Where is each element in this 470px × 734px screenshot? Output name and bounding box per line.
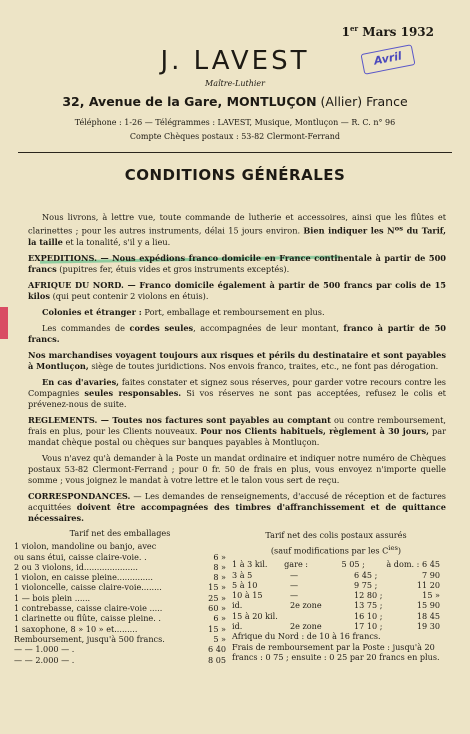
postal-rate-price: 17 10 ;	[354, 621, 383, 632]
packaging-item-price: 5 »	[213, 633, 226, 644]
postal-rate-type: gare :	[284, 559, 309, 570]
postal-rate-dom: 19 30	[416, 621, 440, 632]
packaging-item-label: 1 clarinette ou flûte, caisse pleine. .	[14, 613, 161, 624]
postal-rate-type: 2e zone	[290, 600, 322, 611]
conditions-body	[28, 212, 446, 529]
postal-rate-price: 9 75 ;	[354, 579, 378, 590]
cod-fees-note: Frais de remboursement par la Poste : jusqu'à 20 francs : 0 75 ; ensuite : 0 25 par 20 francs en plus.	[232, 641, 440, 662]
packaging-rates-table	[14, 528, 226, 665]
packaging-title: Tarif net des emballages	[69, 528, 171, 538]
packaging-item-label: ou sans étui, caisse claire-voie. .	[14, 551, 147, 562]
table-row	[14, 562, 226, 572]
table-row	[232, 590, 440, 600]
table-row	[232, 570, 440, 580]
postal-rate-weight: 3 à 5	[232, 569, 253, 580]
packaging-item-price: 15 »	[208, 582, 226, 593]
postal-rate-type: —	[290, 579, 299, 590]
table-row	[14, 582, 226, 592]
paragraph-postal-order: Vous n'avez qu'à demander à la Poste un mandat ordinaire et indiquer notre numéro de Chèques postaux 53-82 Clermont-Ferrand ; pour 0 fr. 50 de frais en plus, vous envoyez n'importe quelle somme ; vous joignez le mandat à votre lettre et le talon vous sert de reçu.	[28, 452, 446, 485]
packaging-item-price: 60 »	[208, 603, 226, 614]
packaging-item-label: 1 violon, mandoline ou banjo, avec	[14, 541, 157, 552]
packaging-item-price: 6 »	[213, 551, 226, 562]
table-row	[14, 593, 226, 603]
table-row	[232, 580, 440, 590]
company-address: 32, Avenue de la Gare, MONTLUÇON (Allier) France	[62, 94, 408, 109]
packaging-item-price: 6 40	[207, 644, 226, 655]
packaging-item-price: 25 »	[208, 592, 226, 603]
packaging-item-price: 6 »	[213, 613, 226, 624]
table-row	[14, 655, 226, 665]
paragraph-correspondence: CORRESPONDANCES. — Les demandes de renseignements, d'accusé de réception et de factures acquittées doivent être accompagnées des timbres d'affranchissement et de quittance nécessaires.	[28, 490, 447, 523]
table-row	[14, 644, 226, 654]
packaging-item-label: 1 violoncelle, caisse claire-voie........	[14, 582, 162, 593]
postal-rate-weight: 10 à 15	[232, 590, 263, 601]
postal-rate-price: 16 10 ;	[354, 610, 383, 621]
packaging-item-label: 2 ou 3 violons, id.....................	[14, 561, 138, 572]
paragraph-colonies: Colonies et étranger : Port, emballage et remboursement en plus.	[42, 306, 325, 317]
packaging-item-label: 1 contrebasse, caisse claire-voie .....	[14, 603, 163, 614]
red-margin-mark	[0, 307, 8, 339]
packaging-item-price: 8 »	[213, 572, 226, 583]
postal-rate-price: 13 75 ;	[354, 600, 383, 611]
table-row	[232, 559, 440, 569]
header-divider	[18, 152, 452, 153]
table-row	[14, 572, 226, 582]
postal-rate-weight: id.	[232, 600, 243, 611]
paragraph-north-africa: AFRIQUE DU NORD. — Franco domicile également à partir de 500 francs par colis de 15 kilos (qui peut contenir 2 violons en étuis).	[28, 279, 446, 301]
postal-rate-dom: 7 90	[421, 569, 440, 580]
postal-rate-type	[290, 611, 354, 621]
packaging-item-price: 8 05	[207, 654, 226, 665]
postal-rate-dom: à dom. : 6 45	[386, 559, 440, 570]
postal-rate-dom: 18 45	[416, 610, 440, 621]
postal-rate-price: 6 45 ;	[354, 569, 378, 580]
table-row	[14, 552, 226, 562]
table-row	[232, 621, 440, 631]
packaging-item-price: 15 »	[208, 623, 226, 634]
postal-rate-weight: 15 à 20 kil.	[232, 610, 278, 621]
paragraph-expeditions: EXPEDITIONS. — Nous expédions franco domicile en France continentale à partir de 500 francs (pupitres fer, étuis vides et gros instruments exceptés).	[28, 252, 446, 274]
postal-rate-type: 2e zone	[290, 621, 322, 632]
company-profession: Maître-Luthier	[205, 79, 265, 88]
received-stamp: Avril	[360, 44, 415, 75]
packaging-item-label: — — 1.000 — .	[14, 644, 75, 655]
postal-rate-type: —	[290, 590, 299, 601]
packaging-item-label: 1 — bois plein ......	[14, 592, 91, 603]
table-row	[14, 603, 226, 613]
paragraph-strings: Les commandes de cordes seules, accompagnées de leur montant, franco à partir de 50 francs.	[28, 322, 446, 344]
postal-account-line: Compte Chèques postaux : 53-82 Clermont-Ferrand	[129, 132, 341, 141]
postal-rate-dom: 15 90	[416, 600, 440, 611]
packaging-item-label: 1 violon, en caisse pleine..............	[14, 572, 153, 583]
packaging-item-label: — — 2.000 — .	[14, 654, 75, 665]
packaging-item-label: Remboursement, jusqu'à 500 francs.	[14, 633, 165, 644]
company-name: J. LAVEST	[160, 46, 310, 76]
postal-rate-dom: 15 »	[422, 590, 440, 601]
table-row	[232, 600, 440, 610]
postal-rates-table	[232, 530, 440, 662]
contact-line: Téléphone : 1-26 — Télégrammes : LAVEST, Musique, Montluçon — R. C. n° 96	[74, 118, 396, 127]
postal-rate-weight: 5 à 10	[232, 579, 258, 590]
paragraph-risks: Nos marchandises voyagent toujours aux risques et périls du destinataire et sont payables à Montluçon, siège de toutes juridictions. Nos envois franco, traites, etc., ne font pas dérogation.	[28, 349, 446, 371]
postal-rates-subtitle: (sauf modifications par les $C^{ies}$)	[270, 544, 402, 556]
postal-rate-weight: id.	[232, 621, 243, 632]
table-row	[14, 624, 226, 634]
table-row	[14, 541, 226, 551]
paragraph-payments: REGLEMENTS. — Toutes nos factures sont payables au comptant ou contre remboursement, frais en plus, pour les Clients nouveaux. Pour nos Clients habituels, règlement à 30 jours, par mandat chèque postal ou chèques sur banques payables à Montluçon.	[28, 414, 447, 447]
document-date: 1er Mars 1932	[341, 24, 434, 39]
postal-rates-title: Tarif net des colis postaux assurés	[265, 530, 407, 540]
document-title: CONDITIONS GÉNÉRALES	[124, 166, 346, 184]
paragraph-damages: En cas d'avaries, faites constater et signez sous réserves, pour garder votre recours contre les Compagnies seules responsables. Si vos réserves ne sont pas acceptées, refusez le colis et prévenez-nous de suite.	[28, 376, 446, 409]
postal-rate-type: —	[290, 569, 299, 580]
north-africa-note: Afrique du Nord : de 10 à 16 francs.	[232, 631, 381, 642]
postal-rate-dom: 11 20	[416, 579, 440, 590]
table-row	[14, 634, 226, 644]
postal-rate-price: 12 80 ;	[354, 590, 383, 601]
packaging-item-label: 1 saxophone, 8 » 10 » et.........	[14, 623, 138, 634]
postal-rate-weight: 1 à 3 kil.	[232, 559, 268, 570]
table-row	[232, 611, 440, 621]
packaging-item-price: 8 »	[213, 561, 226, 572]
postal-rate-price: 5 05 ;	[341, 559, 365, 570]
paragraph-delivery: Nous livrons, à lettre vue, toute commande de lutherie et accessoires, ainsi que les flûtes et clarinettes ; pour les autres instruments, délai 15 jours environ. Bien indiquer les $N^{os}$ du Tarif, la taille et la tonalité, s'il y a lieu.	[28, 212, 446, 247]
table-row	[14, 613, 226, 623]
